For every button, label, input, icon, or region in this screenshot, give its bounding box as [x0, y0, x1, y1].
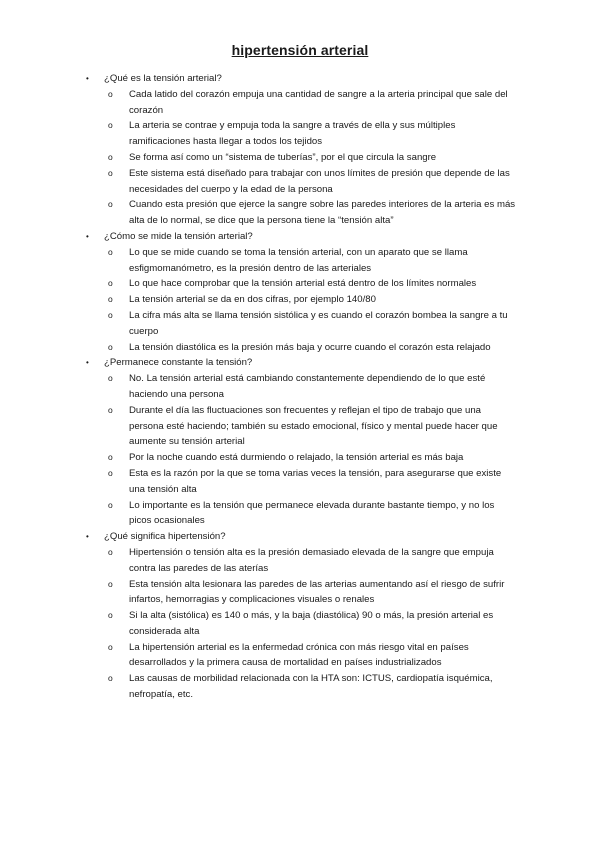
- list-item-text: Esta tensión alta lesionara las paredes de las arterias aumentando así el riesgo de sufrir infartos, hemorragias y complicaciones visuales o renales: [129, 578, 505, 606]
- section-como-se-mide: [86, 229, 516, 355]
- bullet-circle-icon: o: [108, 641, 113, 652]
- list-item: [108, 87, 516, 119]
- list-item: [108, 577, 516, 609]
- list-item: [108, 371, 516, 403]
- list-item-text: Hipertensión o tensión alta es la presión demasiado elevada de la sangre que empuja contra las paredes de las aterías: [129, 546, 494, 574]
- bullet-circle-icon: o: [108, 199, 113, 210]
- bullet-circle-icon: o: [108, 499, 113, 510]
- bullet-circle-icon: o: [108, 246, 113, 257]
- list-item-text: Esta es la razón por la que se toma varias veces la tensión, para asegurarse que existe una tensión alta: [129, 467, 502, 495]
- bullet-circle-icon: o: [108, 610, 113, 621]
- list-item-text: No. La tensión arterial está cambiando constantemente dependiendo de lo que esté haciendo una persona: [129, 373, 486, 400]
- bullet-circle-icon: o: [108, 578, 113, 589]
- list-item: [108, 118, 516, 150]
- list-item: [108, 197, 516, 229]
- section-permanece-constante: [86, 355, 516, 529]
- list-item: [108, 640, 516, 672]
- bullet-circle-icon: o: [108, 167, 113, 178]
- bullet-circle-icon: o: [108, 294, 113, 305]
- section-question: ¿Qué es la tensión arterial?: [104, 73, 222, 84]
- list-item: [108, 608, 516, 640]
- bullet-circle-icon: o: [108, 278, 113, 289]
- list-item: [108, 292, 516, 308]
- list-item: [108, 466, 516, 498]
- list-item-text: La arteria se contrae y empuja toda la sangre a través de ella y sus múltiples ramificaciones hasta llegar a todos los tejidos: [129, 120, 456, 148]
- list-item: [108, 545, 516, 577]
- section-items: [108, 245, 516, 356]
- list-item: [108, 308, 516, 340]
- bullet-circle-icon: o: [108, 373, 113, 384]
- document-body: [86, 71, 516, 703]
- list-item-text: Durante el día las fluctuaciones son frecuentes y reflejan el tipo de trabajo que una persona esté haciendo; también su estado emocional, físico y mental puede hacer que aumente su tensión arterial: [129, 404, 498, 448]
- bullet-disc-icon: •: [86, 532, 89, 542]
- list-item-text: Las causas de morbilidad relacionada con la HTA son: ICTUS, cardiopatía isquémica, nefropatía, etc.: [129, 673, 493, 701]
- list-item-text: Si la alta (sistólica) es 140 o más, y la baja (diastólica) 90 o más, la presión arterial es considerada alta: [129, 610, 494, 637]
- bullet-disc-icon: •: [86, 358, 89, 368]
- list-item: [108, 245, 516, 277]
- section-items: [108, 87, 516, 229]
- list-item-text: Se forma así como un “sistema de tuberías”, por el que circula la sangre: [129, 151, 437, 163]
- section-items: [108, 545, 516, 703]
- section-que-significa: [86, 529, 516, 703]
- bullet-circle-icon: o: [108, 151, 113, 162]
- bullet-circle-icon: o: [108, 452, 113, 463]
- bullet-circle-icon: o: [108, 309, 113, 320]
- list-item-text: La cifra más alta se llama tensión sistólica y es cuando el corazón bombea la sangre a tu cuerpo: [129, 309, 508, 337]
- list-item-text: Lo que se mide cuando se toma la tensión arterial, con un aparato que se llama esfigmomanómetro, es la presión dentro de las arteriales: [129, 246, 468, 274]
- list-item: [108, 671, 516, 703]
- list-item-text: Cuando esta presión que ejerce la sangre sobre las paredes interiores de la arteria es más alta de lo normal, se dice que la persona tiene la “tensión alta”: [129, 199, 516, 227]
- bullet-circle-icon: o: [108, 546, 113, 557]
- list-item-text: Lo que hace comprobar que la tensión arterial está dentro de los límites normales: [129, 278, 477, 290]
- list-item-text: La tensión arterial se da en dos cifras, por ejemplo 140/80: [129, 294, 376, 306]
- section-que-es: [86, 71, 516, 229]
- section-question: ¿Qué significa hipertensión?: [104, 531, 226, 543]
- bullet-circle-icon: o: [108, 341, 113, 352]
- bullet-disc-icon: •: [86, 74, 89, 83]
- list-item-text: La hipertensión arterial es la enfermedad crónica con más riesgo vital en países desarrollados y la primera causa de mortalidad en países industrializados: [129, 641, 469, 669]
- document-title: hipertensión arterial: [231, 42, 369, 58]
- section-question: ¿Cómo se mide la tensión arterial?: [104, 230, 253, 242]
- list-item-text: Por la noche cuando está durmiendo o relajado, la tensión arterial es más baja: [129, 452, 464, 464]
- bullet-circle-icon: o: [108, 673, 113, 684]
- bullet-circle-icon: o: [108, 404, 113, 415]
- bullet-circle-icon: o: [108, 120, 113, 131]
- section-list: [86, 71, 516, 703]
- bullet-disc-icon: •: [86, 231, 89, 241]
- bullet-circle-icon: o: [108, 88, 113, 99]
- section-question: ¿Permanece constante la tensión?: [104, 357, 253, 369]
- list-item-text: Este sistema está diseñado para trabajar con unos límites de presión que depende de las necesidades del cuerpo y la edad de la persona: [129, 167, 510, 195]
- section-items: [108, 371, 516, 529]
- list-item: [108, 450, 516, 466]
- bullet-circle-icon: o: [108, 467, 113, 478]
- list-item: [108, 498, 516, 530]
- list-item: [108, 403, 516, 450]
- list-item-text: Cada latido del corazón empuja una cantidad de sangre a la arteria principal que sale del corazón: [129, 88, 508, 116]
- list-item: [108, 166, 516, 198]
- list-item: [108, 150, 516, 166]
- list-item: [108, 276, 516, 292]
- list-item: [108, 340, 516, 356]
- list-item-text: La tensión diastólica es la presión más baja y ocurre cuando el corazón esta relajado: [129, 341, 491, 353]
- list-item-text: Lo importante es la tensión que permanece elevada durante bastante tiempo, y no los picos ocasionales: [129, 499, 495, 527]
